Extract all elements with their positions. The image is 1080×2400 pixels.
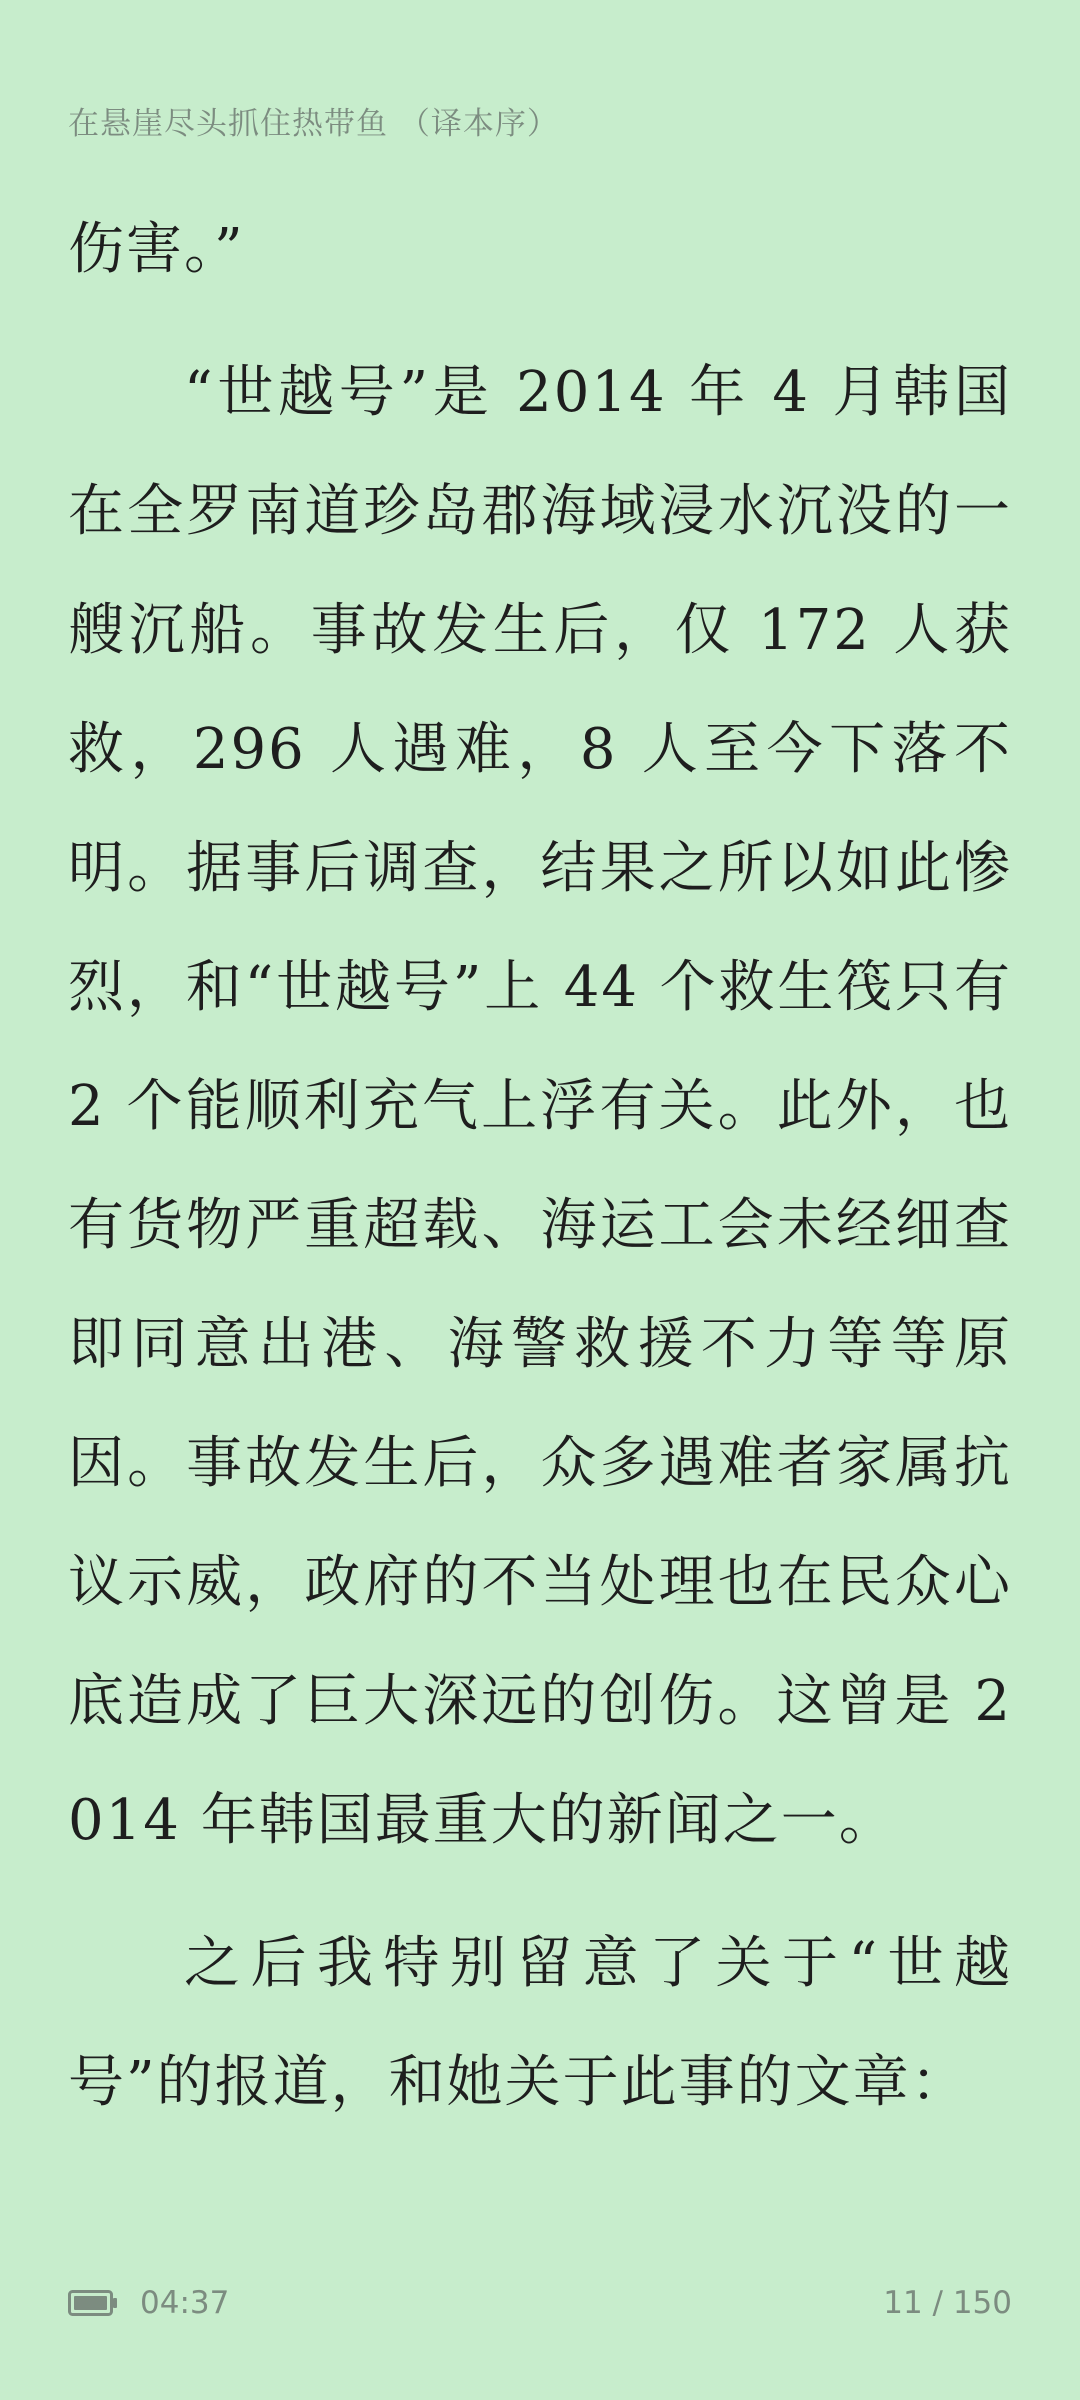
page-indicator: 11 / 150 (883, 2285, 1012, 2321)
status-footer (68, 2278, 1012, 2328)
paragraph-continuation: 伤害。” (68, 217, 245, 282)
status-left (68, 2285, 229, 2321)
clock-time: 04:37 (140, 2285, 230, 2321)
paragraph-gap (68, 1880, 1012, 1904)
paragraph-followup: 之后我特别留意了关于“世越号”的报道，和她关于此事的文章： (68, 1931, 1012, 2115)
reading-content (68, 190, 1012, 2142)
paragraph-gap (68, 309, 1012, 333)
paragraph-sewol: “世越号”是 2014 年 4 月韩国在全罗南道珍岛郡海域浸水沉没的一艘沉船。事故发生后，仅 172 人获救，296 人遇难，8 人至今下落不明。据事后调查，结果之所以如此惨烈，和“世越号”上 44 个救生筏只有 2 个能顺利充气上浮有关。此外，也有货物严重超载、海运工会未经细查即同意出港、海警救援不力等等原因。事故发生后，众多遇难者家属抗议示威，政府的不当处理也在民众心底造成了巨大深远的创伤。这曾是 2014 年韩国最重大的新闻之一。 (68, 360, 1012, 1853)
chapter-title: 在悬崖尽头抓住热带鱼 （译本序） (68, 106, 559, 142)
battery-icon (68, 2290, 118, 2316)
